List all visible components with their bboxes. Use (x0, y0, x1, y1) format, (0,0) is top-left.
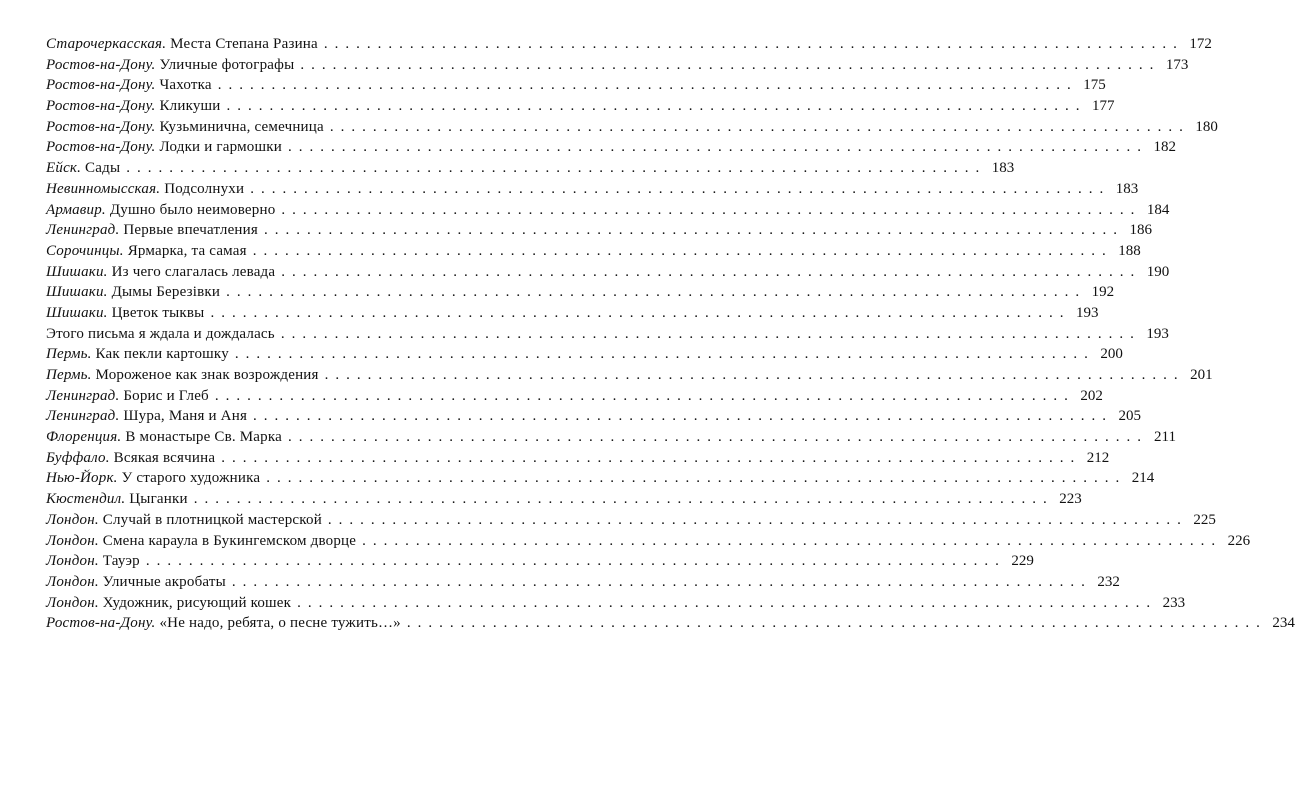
toc-entry-place: Лондон. (46, 553, 99, 570)
toc-entry-title: Сады (85, 160, 121, 177)
toc-entry-place: Шишаки. (46, 263, 108, 280)
toc-entry-text (46, 34, 318, 55)
toc-entry-place: Ленинград. (46, 222, 120, 239)
toc-entry-text (46, 220, 258, 241)
toc-entry (46, 158, 1015, 179)
toc-entry (46, 34, 1212, 55)
toc-entry-place: Ростов-на-Дону. (46, 98, 156, 115)
toc-entry-title: Мороженое как знак возрождения (95, 367, 319, 383)
toc-entry-text (46, 96, 221, 117)
dot-leader: ................................................................................ (252, 242, 1113, 259)
toc-entry-place: Пермь. (46, 367, 92, 383)
toc-entry-page: 175 (1083, 77, 1106, 94)
toc-entry-title: Кликуши (159, 98, 221, 115)
toc-entry-text (46, 303, 204, 324)
toc-entry-page: 200 (1100, 346, 1123, 363)
toc-entry (46, 572, 1120, 593)
toc-entry-page: 193 (1146, 325, 1169, 342)
toc-entry-title: «Не надо, ребята, о песне тужить…» (159, 615, 401, 632)
toc-entry-place: Ростов-на-Дону. (46, 56, 156, 73)
dot-leader: ................................................................................ (327, 511, 1188, 528)
toc-entry-place: Пермь. (46, 346, 92, 363)
toc-entry-page: 193 (1075, 304, 1099, 321)
toc-entry-text (46, 531, 356, 552)
toc-entry-text (46, 324, 275, 345)
toc-entry-place: Ростов-на-Дону. (46, 139, 156, 156)
dot-leader: ................................................................................ (126, 160, 987, 177)
dot-leader: ................................................................................ (253, 408, 1114, 425)
dot-leader: ................................................................................ (231, 573, 1092, 590)
toc-entry-place: Ростов-на-Дону. (46, 77, 156, 94)
toc-entry-page: 234 (1272, 615, 1295, 632)
toc-entry-page: 182 (1153, 139, 1176, 156)
toc-entry-page: 212 (1086, 449, 1110, 466)
toc-entry-text (46, 344, 229, 365)
toc-entry-title: В монастыре Св. Марка (125, 429, 282, 446)
dot-leader: ................................................................................ (266, 470, 1127, 487)
toc-entry-place: Старочеркасская. (46, 36, 167, 52)
toc-entry-page: 225 (1193, 511, 1216, 528)
toc-entry-page: 173 (1165, 56, 1189, 73)
toc-entry-title: Уличные акробаты (102, 573, 226, 590)
dot-leader: ................................................................................ (300, 56, 1161, 73)
toc-entry-page: 229 (1011, 553, 1034, 570)
toc-entry (46, 344, 1123, 365)
toc-entry-title: Чахотка (159, 77, 212, 94)
dot-leader: ................................................................................ (280, 325, 1141, 342)
dot-leader: ................................................................................ (297, 594, 1158, 611)
toc-entry (46, 324, 1169, 345)
toc-entry-place: Лондон. (46, 594, 99, 611)
dot-leader: ................................................................................ (250, 180, 1111, 197)
toc-entry-title: Дымы Березівки (111, 284, 221, 301)
toc-entry-place: Флоренция. (46, 429, 122, 446)
toc-entry (46, 427, 1176, 448)
toc-entry-place: Ленинград. (46, 387, 120, 404)
toc-entry (46, 55, 1189, 76)
toc-entry-place: Ленинград. (46, 408, 120, 425)
dot-leader: ................................................................................ (406, 615, 1267, 632)
toc-entry-place: Лондон. (46, 511, 99, 528)
toc-entry-place: Буффало. (46, 449, 110, 466)
toc-entry (46, 179, 1139, 200)
dot-leader: ................................................................................ (362, 532, 1223, 549)
toc-entry-title: Случай в плотницкой мастерской (102, 511, 322, 528)
toc-entry-page: 192 (1091, 284, 1115, 301)
toc-entry-place: Армавир. (46, 201, 106, 218)
toc-entry-text (46, 406, 247, 427)
toc-entry-page: 233 (1162, 594, 1186, 611)
toc-entry (46, 613, 1295, 634)
toc-entry (46, 510, 1216, 531)
toc-entry (46, 117, 1218, 138)
toc-entry-title: Тауэр (102, 553, 140, 570)
toc-entry (46, 241, 1141, 262)
dot-leader: ................................................................................ (264, 222, 1124, 239)
toc-entry-title: Борис и Глеб (123, 387, 209, 404)
dot-leader: ................................................................................ (226, 284, 1087, 301)
toc-entry-title: Душно было неимоверно (109, 201, 276, 218)
dot-leader: ................................................................................ (214, 387, 1075, 404)
toc-entry-page: 223 (1059, 491, 1082, 508)
toc-entry-text (46, 282, 220, 303)
toc-entry (46, 75, 1106, 96)
dot-leader: ................................................................................ (221, 449, 1082, 466)
toc-entry-text (46, 137, 282, 158)
toc-entry (46, 303, 1099, 324)
toc-entry-place: Сорочинцы. (46, 242, 124, 259)
toc-entry-title: Лодки и гармошки (159, 139, 282, 156)
toc-entry-page: 190 (1146, 263, 1170, 280)
toc-entry-place: Невинномысская. (46, 180, 161, 197)
toc-entry (46, 448, 1110, 469)
toc-entry-title: Подсолнухи (164, 180, 245, 197)
toc-entry-text (46, 427, 282, 448)
toc-entry-place: Шишаки. (46, 304, 108, 321)
toc-entry-text (46, 241, 247, 262)
dot-leader: ................................................................................ (234, 346, 1095, 363)
toc-entry (46, 262, 1170, 283)
toc-entry-title: Цветок тыквы (111, 304, 205, 321)
toc-entry-title: Из чего слагалась левада (111, 263, 276, 280)
toc-entry (46, 406, 1142, 427)
toc-entry-page: 183 (1115, 180, 1139, 197)
toc-entry-place: Ростов-на-Дону. (46, 118, 156, 135)
toc-entry-title: Всякая всячина (113, 449, 216, 466)
toc-entry (46, 96, 1115, 117)
toc-entry-title: Ярмарка, та самая (127, 242, 247, 259)
toc-entry-text (46, 200, 275, 221)
dot-leader: ................................................................................ (287, 429, 1148, 446)
toc-entry-text (46, 468, 260, 489)
toc-entry-text (46, 613, 401, 634)
toc-entry-title: Как пекли картошку (95, 346, 229, 363)
dot-leader: ................................................................................ (281, 263, 1142, 280)
toc-entry (46, 551, 1034, 572)
toc-entry-text (46, 55, 294, 76)
toc-entry-text (46, 510, 322, 531)
toc-entry-text (46, 593, 291, 614)
toc-entry-place: Кюстендил. (46, 491, 126, 508)
dot-leader: ................................................................................ (145, 553, 1006, 570)
dot-leader: ................................................................................ (324, 367, 1185, 383)
toc-entry (46, 386, 1103, 407)
toc-entry-page: 188 (1118, 242, 1141, 259)
toc-entry-page: 202 (1080, 387, 1103, 404)
toc-entry-place: Лондон. (46, 573, 99, 590)
toc-entry (46, 593, 1186, 614)
toc-entry-text (46, 262, 275, 283)
toc-entry-page: 172 (1189, 36, 1212, 52)
toc-entry-text (46, 179, 244, 200)
toc-entry-place: Нью-Йорк. (46, 470, 118, 487)
toc-entry-title: Цыганки (129, 491, 188, 508)
dot-leader: ................................................................................ (329, 118, 1190, 135)
toc-entry-page: 205 (1118, 408, 1142, 425)
dot-leader: ................................................................................ (323, 36, 1184, 52)
toc-entry (46, 489, 1082, 510)
toc-entry-title: Этого письма я ждала и дождалась (46, 325, 275, 342)
toc-entry (46, 200, 1170, 221)
toc-entry-page: 177 (1092, 98, 1115, 115)
dot-leader: ................................................................................ (287, 139, 1148, 156)
toc-entry-page: 211 (1154, 429, 1176, 446)
toc-entry-title: У старого художника (121, 470, 261, 487)
toc-entry-page: 214 (1131, 470, 1155, 487)
table-of-contents (46, 34, 1295, 634)
toc-entry-place: Лондон. (46, 532, 99, 549)
toc-entry-text (46, 572, 226, 593)
toc-entry-title: Места Степана Разина (170, 36, 318, 52)
toc-entry (46, 365, 1213, 386)
toc-entry-title: Первые впечатления (123, 222, 258, 239)
toc-entry-page: 201 (1190, 367, 1213, 383)
dot-leader: ................................................................................ (226, 98, 1087, 115)
toc-entry-title: Художник, рисующий кошек (102, 594, 292, 611)
toc-entry-page: 232 (1097, 573, 1120, 590)
toc-entry-page: 186 (1129, 222, 1152, 239)
toc-entry (46, 137, 1176, 158)
toc-entry (46, 282, 1115, 303)
toc-entry-text (46, 117, 324, 138)
toc-entry-title: Уличные фотографы (159, 56, 295, 73)
toc-entry-title: Смена караула в Букингемском дворце (102, 532, 357, 549)
toc-entry-title: Кузьминична, семечница (159, 118, 324, 135)
toc-entry (46, 220, 1152, 241)
toc-entry-place: Шишаки. (46, 284, 108, 301)
toc-entry-text (46, 75, 212, 96)
toc-entry-text (46, 365, 319, 386)
toc-entry-place: Ростов-на-Дону. (46, 615, 156, 632)
toc-entry (46, 531, 1251, 552)
toc-entry-text (46, 448, 215, 469)
dot-leader: ................................................................................ (193, 491, 1054, 508)
toc-entry-page: 184 (1146, 201, 1170, 218)
toc-entry-page: 226 (1227, 532, 1251, 549)
dot-leader: ................................................................................ (217, 77, 1078, 94)
toc-entry-text (46, 158, 120, 179)
toc-entry (46, 468, 1155, 489)
toc-entry-place: Ейск. (46, 160, 82, 177)
toc-entry-page: 180 (1195, 118, 1218, 135)
toc-entry-text (46, 551, 140, 572)
toc-entry-text (46, 489, 188, 510)
toc-entry-page: 183 (991, 160, 1015, 177)
dot-leader: ................................................................................ (210, 304, 1071, 321)
toc-entry-title: Шура, Маня и Аня (123, 408, 248, 425)
dot-leader: ................................................................................ (281, 201, 1142, 218)
toc-entry-text (46, 386, 209, 407)
